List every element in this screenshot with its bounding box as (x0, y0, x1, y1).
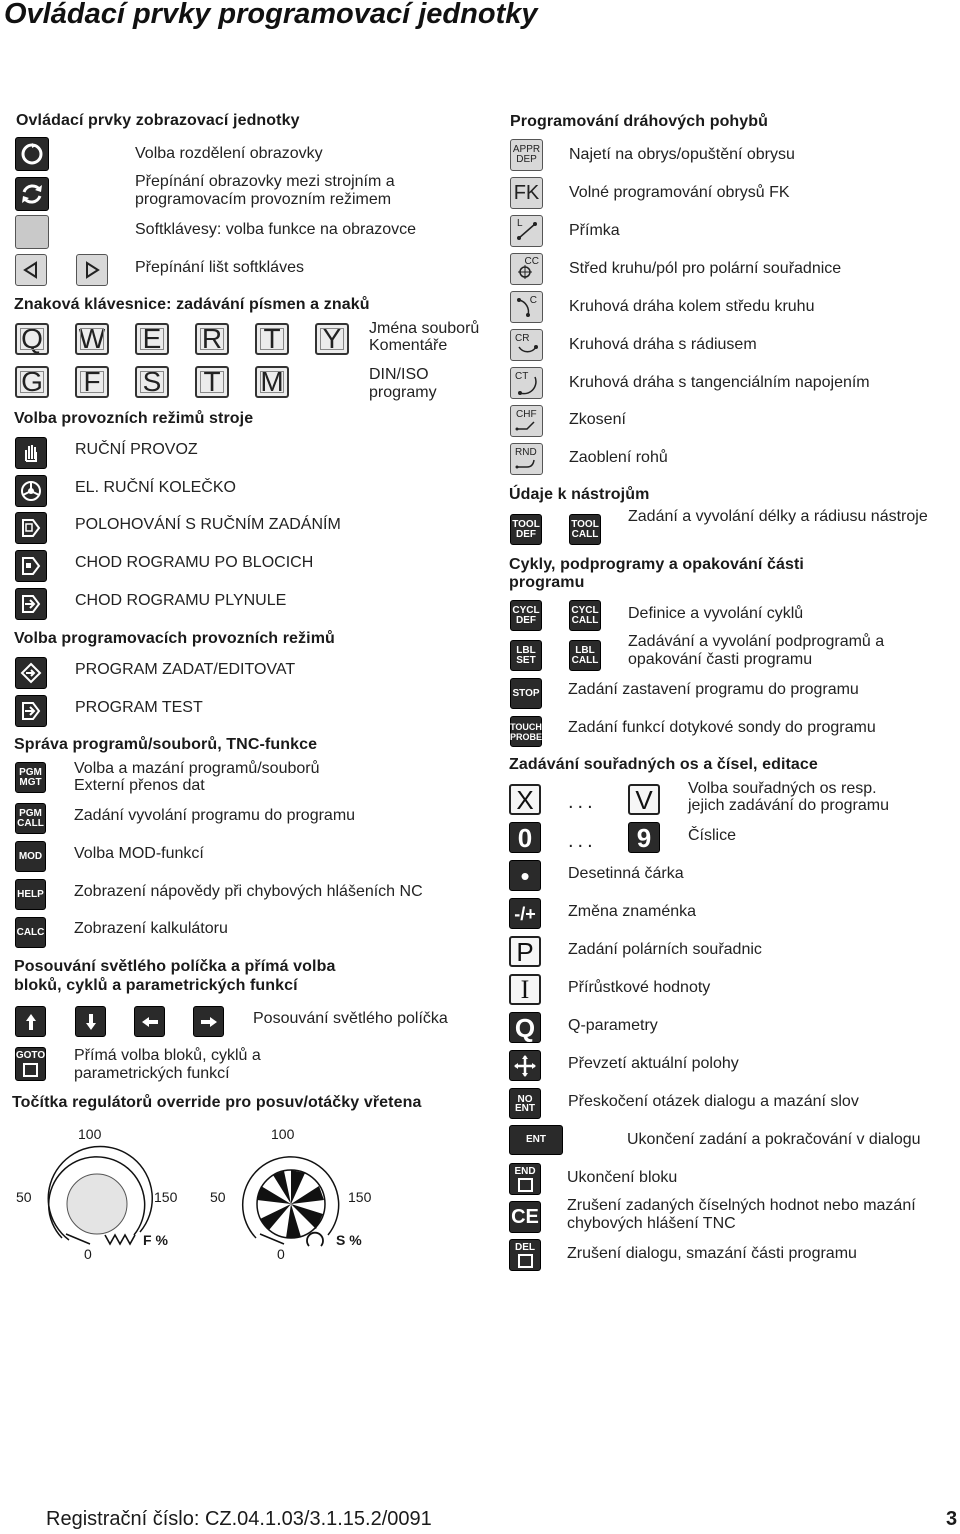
mdi-mode-key[interactable] (15, 512, 47, 544)
stop-key[interactable]: STOP (510, 678, 542, 709)
override-section-heading: Točítka regulátorů override pro posuv/otáčky vřetena (12, 1094, 422, 1111)
c-label: C (529, 295, 537, 306)
chf-key[interactable] (510, 405, 543, 437)
pgm-call-key[interactable] (15, 803, 46, 834)
cursor-section-heading-1: Posouvání světlého políčka a přímá volba (14, 958, 336, 975)
softkey-blank[interactable] (15, 215, 49, 249)
arrow-up-icon (23, 1012, 39, 1032)
pgm-mgt-l2: MGT (19, 776, 42, 788)
touch-probe-key[interactable] (510, 716, 542, 747)
key-f[interactable]: F (75, 366, 109, 398)
lbl-set-l2: SET (516, 654, 536, 666)
arrow-left-key[interactable] (134, 1006, 165, 1037)
softkey-next-key[interactable] (76, 254, 108, 286)
no-ent-key[interactable]: NO ENT (509, 1088, 541, 1119)
machine-text-3: POLOHOVÁNÍ S RUČNÍM ZADÁNÍM (75, 516, 341, 533)
cc-key[interactable] (510, 253, 543, 285)
screen-switch-key[interactable] (15, 177, 49, 211)
digit-dots: ... (568, 830, 597, 852)
single-block-key[interactable] (15, 550, 47, 582)
lbl-set-key[interactable] (510, 640, 542, 671)
display-text-4: Softklávesy: volba funkce na obrazovce (135, 221, 417, 238)
key-g[interactable]: G (15, 366, 49, 398)
alpha-section-heading: Znaková klávesnice: zadávání písmen a znaků (14, 296, 370, 313)
edit-text-1: Desetinná čárka (568, 865, 684, 882)
incremental-key[interactable]: I (509, 974, 541, 1005)
display-section-heading: Ovládací prvky zobrazovací jednotky (16, 112, 300, 129)
axis-text-1: Volba souřadných os resp. (688, 780, 877, 797)
cycl-def-key[interactable] (510, 600, 542, 631)
edit-text-6: Převzetí aktuální polohy (568, 1055, 739, 1072)
key-w[interactable]: W (75, 323, 109, 355)
file-text-4: Volba MOD-funkcí (74, 845, 204, 862)
display-text-2: Přepínání obrazovky mezi strojním a (135, 173, 395, 190)
path-section-heading: Programování dráhových pohybů (510, 113, 769, 130)
goto-key[interactable] (15, 1047, 46, 1081)
edit-text-8: Ukončení zadání a pokračování v dialogu (627, 1131, 921, 1148)
tool-def-l2: DEF (516, 528, 536, 540)
edit-diamond-icon (19, 661, 43, 685)
fk-key[interactable]: FK (510, 177, 543, 209)
display-text-1: Volba rozdělení obrazovky (135, 145, 323, 162)
end-label: END (514, 1165, 536, 1177)
edit-text-10: Zrušení zadaných číselných hodnot nebo mazání (567, 1197, 916, 1214)
digit-text: Číslice (688, 827, 737, 844)
dial-s-right: 150 (348, 1189, 372, 1205)
display-text-3: programovacím provozním režimem (135, 191, 392, 208)
cycle-text-3: opakování časti programu (628, 651, 813, 668)
actual-position-key[interactable] (509, 1050, 541, 1081)
tool-call-l1: TOOL (571, 518, 599, 530)
axis-x-key[interactable]: X (509, 784, 541, 815)
cycl-call-l1: CYCL (571, 604, 599, 616)
ent-key[interactable]: ENT (509, 1125, 563, 1155)
del-label: DEL (515, 1241, 535, 1253)
key-e[interactable]: E (135, 323, 169, 355)
c-key[interactable] (510, 291, 543, 323)
file-text-6: Zobrazení kalkulátoru (74, 920, 228, 937)
manual-mode-key[interactable] (15, 437, 47, 469)
arrow-left-icon (140, 1014, 160, 1030)
appr-label: APPR (512, 144, 541, 155)
file-text-1: Volba a mazání programů/souborů (74, 760, 320, 777)
triangle-left-icon (21, 260, 41, 280)
line-key[interactable] (510, 215, 543, 247)
path-text-6: Kruhová dráha s rádiusem (569, 336, 757, 353)
goto-text-1: Přímá volba bloků, cyklů a (74, 1047, 261, 1064)
program-test-key[interactable] (15, 695, 47, 727)
arrow-up-key[interactable] (15, 1006, 46, 1037)
key-m[interactable]: M (255, 366, 289, 398)
prog-text-1: PROGRAM ZADAT/EDITOVAT (75, 661, 296, 678)
spindle-rotate-icon (304, 1230, 326, 1250)
single-block-icon (19, 554, 43, 578)
path-text-1: Najetí na obrys/opuštění obrysu (569, 146, 795, 163)
crosshair-arrows-icon (513, 1054, 537, 1078)
switch-arrows-icon (19, 181, 45, 207)
alpha-text-4: programy (369, 384, 437, 401)
page-number: 3 (946, 1508, 958, 1530)
lbl-call-l1: LBL (575, 644, 595, 656)
handwheel-mode-key[interactable] (15, 475, 47, 507)
rnd-key[interactable] (510, 443, 543, 475)
handwheel-icon (19, 479, 43, 503)
machine-text-2: EL. RUČNÍ KOLEČKO (75, 479, 236, 496)
mod-key[interactable]: MOD (15, 841, 46, 872)
probe-label: PROBE (510, 731, 543, 742)
path-text-8: Zkosení (569, 411, 626, 428)
page-title: Ovládací prvky programovací jednotky (4, 0, 538, 30)
cr-key[interactable] (510, 329, 543, 361)
q-parameter-key[interactable]: Q (509, 1012, 541, 1043)
chf-label: CHF (516, 409, 537, 420)
cycl-call-l2: CALL (571, 614, 599, 626)
pgm-call-l2: CALL (17, 817, 44, 829)
full-sequence-key[interactable] (15, 588, 47, 620)
cursor-text: Posouvání světlého políčka (253, 1010, 448, 1027)
ce-key[interactable]: CE (509, 1201, 541, 1233)
ct-label: CT (515, 371, 529, 382)
polar-key[interactable]: P (509, 936, 541, 967)
dial-s-top: 100 (271, 1126, 295, 1142)
touch-label: TOUCH (510, 721, 542, 732)
axis-v-key[interactable]: V (628, 784, 660, 815)
feed-wave-icon (104, 1232, 138, 1246)
path-text-7: Kruhová dráha s tangenciálním napojením (569, 374, 870, 391)
cursor-section-heading-2: bloků, cyklů a parametrických funkcí (14, 977, 298, 994)
file-text-2: Externí přenos dat (74, 777, 205, 794)
feed-override-dial[interactable] (30, 1140, 160, 1260)
arrow-right-icon (199, 1014, 219, 1030)
arrow-right-key[interactable] (193, 1006, 224, 1037)
dial-f-right: 150 (154, 1189, 178, 1205)
machine-text-4: CHOD ROGRAMU PO BLOCICH (75, 554, 314, 571)
edit-text-3: Zadání polárních souřadnic (568, 941, 762, 958)
coord-section-heading: Zadávání souřadných os a čísel, editace (509, 756, 818, 773)
axis-text-2: jejich zadávání do programu (688, 797, 890, 814)
key-s[interactable]: S (135, 366, 169, 398)
dep-label: DEP (516, 154, 537, 165)
cycle-section-heading-2: programu (509, 574, 585, 591)
test-icon (19, 699, 43, 723)
del-square-icon (518, 1254, 533, 1268)
edit-text-11: chybových hlášení TNC (567, 1215, 736, 1232)
file-text-5: Zobrazení nápovědy při chybových hlášeních NC (74, 883, 423, 900)
cycle-text-5: Zadání funkcí dotykové sondy do programu (568, 719, 876, 736)
path-text-3: Přímka (569, 222, 620, 239)
prog-section-heading: Volba programovacích provozních režimů (14, 630, 335, 647)
key-r[interactable]: R (195, 323, 229, 355)
tool-call-l2: CALL (571, 528, 599, 540)
calc-key[interactable]: CALC (15, 917, 46, 948)
file-section-heading: Správa programů/souborů, TNC-funkce (14, 736, 318, 753)
cycle-text-4: Zadání zastavení programu do programu (568, 681, 859, 698)
alpha-text-3: DIN/ISO (369, 366, 429, 383)
hand-icon (19, 441, 43, 465)
key-y[interactable]: Y (315, 323, 349, 355)
cr-label: CR (515, 333, 530, 344)
footer-registration: Registrační číslo: CZ.04.1.03/3.1.15.2/0091 (46, 1508, 432, 1530)
key-t[interactable]: T (255, 323, 289, 355)
prog-text-2: PROGRAM TEST (75, 699, 203, 716)
sign-change-key[interactable]: -/+ (509, 898, 541, 929)
arrow-down-key[interactable] (75, 1006, 106, 1037)
cycle-section-heading-1: Cykly, podprogramy a opakování části (509, 556, 804, 573)
dial-f-top: 100 (78, 1126, 102, 1142)
dial-s-left: 50 (210, 1189, 226, 1205)
del-key[interactable] (509, 1239, 541, 1271)
arrow-down-icon (83, 1012, 99, 1032)
triangle-right-icon (82, 260, 102, 280)
end-key[interactable] (509, 1163, 541, 1195)
dial-s-label: S % (336, 1232, 362, 1248)
pgm-mgt-key[interactable] (15, 762, 46, 793)
tool-call-key[interactable] (569, 514, 601, 545)
help-key[interactable]: HELP (15, 879, 46, 910)
square-icon (23, 1063, 38, 1077)
edit-text-2: Změna znaménka (568, 903, 697, 920)
line-label: L (517, 218, 523, 229)
softkey-prev-key[interactable] (15, 254, 47, 286)
cc-label: CC (524, 256, 539, 267)
display-text-5: Přepínání lišt softkláves (135, 259, 304, 276)
screen-layout-key[interactable] (15, 137, 49, 171)
path-text-2: Volné programování obrysů FK (569, 184, 790, 201)
pgm-call-l1: PGM (19, 807, 42, 819)
path-text-4: Střed kruhu/pól pro polární souřadnice (569, 260, 842, 277)
appr-dep-key[interactable] (510, 139, 543, 171)
key-t2[interactable]: T (195, 366, 229, 398)
cycle-text-1: Definice a vyvolání cyklů (628, 605, 804, 622)
alpha-text-2: Komentáře (369, 337, 448, 354)
path-text-5: Kruhová dráha kolem středu kruhu (569, 298, 815, 315)
machine-section-heading: Volba provozních režimů stroje (14, 410, 254, 427)
dial-f-bottom: 0 (84, 1246, 92, 1262)
goto-label: GOTO (15, 1050, 46, 1061)
program-edit-key[interactable] (15, 657, 47, 689)
edit-text-4: Přírůstkové hodnoty (568, 979, 711, 996)
goto-text-2: parametrických funkcí (74, 1065, 230, 1082)
digit-0-key[interactable]: 0 (509, 822, 541, 853)
lbl-set-l1: LBL (516, 644, 536, 656)
cycle-text-2: Zadávání a vyvolání podprogramů a (628, 633, 885, 650)
dial-f-label: F % (143, 1232, 168, 1248)
lbl-call-l2: CALL (571, 654, 599, 666)
tool-def-l1: TOOL (512, 518, 540, 530)
machine-text-5: CHOD ROGRAMU PLYNULE (75, 592, 287, 609)
edit-text-9: Ukončení bloku (567, 1169, 678, 1186)
file-text-3: Zadání vyvolání programu do programu (74, 807, 356, 824)
full-sequence-icon (19, 592, 43, 616)
circle-arrows-icon (19, 141, 45, 167)
tool-text: Zadání a vyvolání délky a rádiusu nástroje (628, 508, 928, 525)
path-text-9: Zaoblení rohů (569, 449, 668, 466)
digit-9-key[interactable]: 9 (628, 822, 660, 853)
cycl-call-key[interactable] (569, 600, 601, 631)
spindle-override-dial[interactable] (224, 1140, 354, 1260)
tool-section-heading: Údaje k nástrojům (509, 486, 650, 503)
key-q[interactable]: Q (15, 323, 49, 355)
cycl-def-l1: CYCL (512, 604, 540, 616)
edit-text-12: Zrušení dialogu, smazání části programu (567, 1245, 857, 1262)
edit-text-5: Q-parametry (568, 1017, 658, 1034)
dial-f-left: 50 (16, 1189, 32, 1205)
pgm-mgt-l1: PGM (19, 766, 42, 778)
ct-key[interactable] (510, 367, 543, 399)
machine-text-1: RUČNÍ PROVOZ (75, 441, 198, 458)
tool-def-key[interactable] (510, 514, 542, 545)
edit-text-7: Přeskočení otázek dialogu a mazání slov (568, 1093, 859, 1110)
dial-s-bottom: 0 (277, 1246, 285, 1262)
axis-dots: ... (568, 791, 597, 813)
rnd-label: RND (515, 447, 537, 458)
mdi-icon (19, 516, 43, 540)
lbl-call-key[interactable] (569, 640, 601, 671)
cycl-def-l2: DEF (516, 614, 536, 626)
end-square-icon (518, 1178, 533, 1192)
alpha-text-1: Jména souborů (369, 320, 480, 337)
decimal-point-key[interactable]: • (509, 860, 541, 891)
